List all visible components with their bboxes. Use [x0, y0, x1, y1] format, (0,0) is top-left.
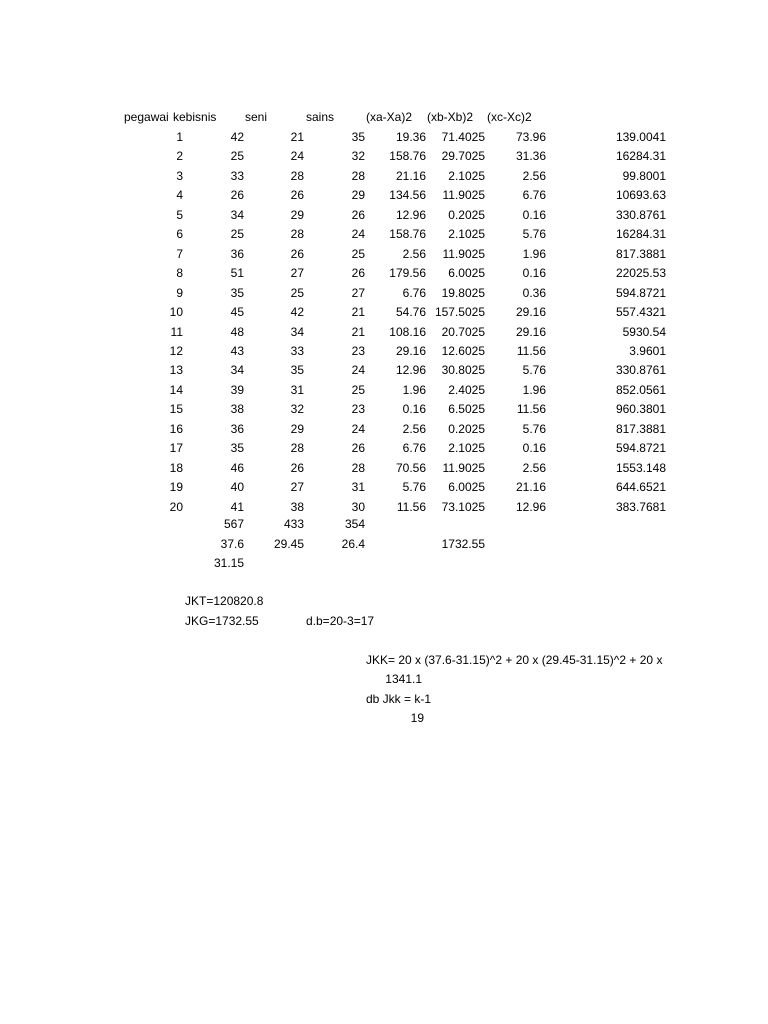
cell-product: 330.8761 — [615, 207, 666, 222]
cell-xb-sq: 0.2025 — [448, 207, 485, 222]
cell-kebisnis: 33 — [230, 168, 244, 183]
cell-xc-sq: 6.76 — [522, 188, 546, 203]
cell-kebisnis: 48 — [230, 324, 244, 339]
cell-kebisnis: 34 — [230, 207, 244, 222]
cell-sains: 28 — [351, 460, 365, 475]
header-pegawai: pegawai — [124, 110, 169, 124]
cell-xa-sq: 11.56 — [396, 499, 426, 514]
cell-seni: 38 — [290, 499, 304, 514]
sum-kebisnis: 567 — [223, 517, 244, 531]
mean-kebisnis: 37.6 — [220, 537, 244, 551]
header-xa-sq: (xa-Xa)2 — [366, 110, 413, 124]
cell-product: 5930.54 — [622, 324, 666, 339]
cell-kebisnis: 43 — [230, 343, 244, 358]
cell-kebisnis: 42 — [230, 130, 244, 144]
cell-seni: 28 — [290, 441, 304, 456]
cell-xb-sq: 6.5025 — [448, 402, 485, 417]
jkk-formula: JKK= 20 x (37.6-31.15)^2 + 20 x (29.45-31.15)^2 + 20 x — [366, 653, 663, 667]
cell-product: 16284.31 — [615, 227, 666, 242]
cell-xa-sq: 6.76 — [402, 285, 426, 300]
cell-pegawai: 7 — [176, 246, 183, 261]
cell-xb-sq: 73.1025 — [441, 499, 485, 514]
cell-kebisnis: 25 — [230, 149, 244, 164]
cell-pegawai: 9 — [176, 285, 183, 300]
cell-pegawai: 15 — [169, 402, 183, 417]
cell-xa-sq: 12.96 — [395, 207, 426, 222]
cell-product: 22025.53 — [615, 266, 666, 281]
cell-seni: 28 — [290, 168, 304, 183]
cell-kebisnis: 36 — [230, 246, 244, 261]
cell-product: 3.9601 — [629, 343, 666, 358]
cell-xc-sq: 1.96 — [522, 246, 546, 261]
cell-seni: 33 — [290, 343, 304, 358]
cell-seni: 26 — [290, 246, 304, 261]
cell-seni: 21 — [290, 130, 304, 144]
cell-pegawai: 13 — [169, 363, 183, 378]
cell-seni: 24 — [290, 149, 304, 164]
cell-pegawai: 10 — [169, 305, 183, 320]
cell-xb-sq: 11.9025 — [442, 188, 485, 203]
cell-seni: 29 — [290, 207, 304, 222]
cell-kebisnis: 38 — [230, 402, 244, 417]
jkg-note: JKG=1732.55 — [185, 614, 259, 628]
cell-xa-sq: 179.56 — [389, 266, 426, 281]
cell-kebisnis: 36 — [230, 421, 244, 436]
cell-product: 10693.63 — [615, 188, 666, 203]
cell-xb-sq: 11.9025 — [442, 460, 485, 475]
cell-pegawai: 2 — [176, 149, 183, 164]
cell-kebisnis: 40 — [230, 480, 244, 495]
cell-xb-sq: 19.8025 — [441, 285, 485, 300]
cell-xc-sq: 31.36 — [515, 149, 546, 164]
cell-xc-sq: 29.16 — [515, 324, 546, 339]
cell-sains: 26 — [351, 266, 365, 281]
cell-kebisnis: 51 — [230, 266, 244, 281]
cell-xa-sq: 19.36 — [395, 130, 426, 144]
cell-xb-sq: 6.0025 — [448, 480, 485, 495]
cell-pegawai: 6 — [176, 227, 183, 242]
header-seni: seni — [245, 110, 268, 124]
cell-xc-sq: 11.56 — [516, 343, 546, 358]
cell-xb-sq: 20.7025 — [441, 324, 485, 339]
cell-sains: 24 — [351, 421, 365, 436]
jkk-value: 1341.1 — [385, 672, 422, 686]
cell-pegawai: 16 — [169, 421, 183, 436]
cell-seni: 31 — [290, 382, 304, 397]
header-kebisnis: kebisnis — [173, 110, 217, 124]
cell-sains: 26 — [351, 207, 365, 222]
cell-xa-sq: 0.16 — [402, 402, 426, 417]
cell-xa-sq: 158.76 — [389, 149, 426, 164]
cell-sains: 27 — [351, 285, 365, 300]
cell-xc-sq: 21.16 — [515, 480, 546, 495]
cell-sains: 23 — [351, 343, 365, 358]
cell-xb-sq: 157.5025 — [434, 305, 485, 320]
cell-xc-sq: 2.56 — [522, 460, 546, 475]
cell-xc-sq: 2.56 — [522, 168, 546, 183]
cell-sains: 25 — [351, 246, 365, 261]
cell-product: 16284.31 — [615, 149, 666, 164]
cell-product: 817.3881 — [615, 421, 666, 436]
header-sains: sains — [306, 110, 335, 124]
cell-seni: 42 — [290, 305, 304, 320]
cell-sains: 21 — [351, 305, 365, 320]
cell-product: 594.8721 — [615, 441, 666, 456]
cell-pegawai: 20 — [169, 499, 183, 514]
cell-xc-sq: 11.56 — [516, 402, 546, 417]
cell-xb-sq: 11.9025 — [442, 246, 485, 261]
cell-pegawai: 19 — [169, 480, 183, 495]
cell-xc-sq: 5.76 — [522, 227, 546, 242]
cell-seni: 26 — [290, 460, 304, 475]
cell-xa-sq: 6.76 — [402, 441, 426, 456]
cell-kebisnis: 46 — [230, 460, 244, 475]
cell-xb-sq: 6.0025 — [448, 266, 485, 281]
cell-xb-sq: 0.2025 — [448, 421, 485, 436]
cell-sains: 23 — [351, 402, 365, 417]
jkg-cell: 1732.55 — [441, 537, 485, 551]
grand-mean: 31.15 — [213, 556, 244, 570]
cell-xa-sq: 2.56 — [402, 246, 426, 261]
cell-xb-sq: 29.7025 — [441, 149, 485, 164]
jkk-formula-cell — [366, 651, 668, 671]
cell-kebisnis: 26 — [230, 188, 244, 203]
db-note: d.b=20-3=17 — [306, 614, 375, 628]
cell-xa-sq: 29.16 — [395, 343, 426, 358]
cell-sains: 30 — [351, 499, 365, 514]
cell-xc-sq: 12.96 — [515, 499, 546, 514]
cell-kebisnis: 39 — [230, 382, 244, 397]
cell-pegawai: 5 — [176, 207, 183, 222]
cell-seni: 35 — [290, 363, 304, 378]
cell-sains: 28 — [351, 168, 365, 183]
cell-xc-sq: 1.96 — [522, 382, 546, 397]
cell-pegawai: 4 — [176, 188, 183, 203]
mean-seni: 29.45 — [273, 537, 304, 551]
cell-xb-sq: 71.4025 — [441, 130, 485, 144]
cell-seni: 25 — [290, 285, 304, 300]
cell-sains: 26 — [351, 441, 365, 456]
cell-kebisnis: 35 — [230, 441, 244, 456]
cell-sains: 25 — [351, 382, 365, 397]
cell-product: 960.3801 — [615, 402, 666, 417]
jkt-note: JKT=120820.8 — [185, 594, 264, 608]
cell-pegawai: 3 — [176, 168, 183, 183]
cell-kebisnis: 41 — [230, 499, 244, 514]
cell-xc-sq: 0.16 — [522, 441, 546, 456]
cell-pegawai: 11 — [170, 324, 183, 339]
cell-seni: 29 — [290, 421, 304, 436]
sum-seni: 433 — [283, 517, 304, 531]
cell-xa-sq: 70.56 — [395, 460, 426, 475]
cell-xc-sq: 5.76 — [522, 421, 546, 436]
cell-seni: 27 — [290, 480, 304, 495]
cell-xb-sq: 12.6025 — [441, 343, 485, 358]
cell-xb-sq: 30.8025 — [441, 363, 485, 378]
cell-product: 139.0041 — [615, 130, 666, 144]
cell-xa-sq: 1.96 — [402, 382, 426, 397]
cell-pegawai: 12 — [169, 343, 183, 358]
cell-xc-sq: 0.16 — [522, 207, 546, 222]
cell-xa-sq: 134.56 — [389, 188, 426, 203]
cell-sains: 29 — [351, 188, 365, 203]
cell-seni: 27 — [290, 266, 304, 281]
cell-xa-sq: 12.96 — [395, 363, 426, 378]
cell-pegawai: 18 — [169, 460, 183, 475]
cell-seni: 34 — [290, 324, 304, 339]
cell-xc-sq: 5.76 — [522, 363, 546, 378]
cell-xc-sq: 73.96 — [515, 130, 546, 144]
cell-product: 852.0561 — [615, 382, 666, 397]
cell-seni: 28 — [290, 227, 304, 242]
cell-product: 1553.148 — [615, 460, 666, 475]
cell-sains: 24 — [351, 363, 365, 378]
cell-seni: 26 — [290, 188, 304, 203]
cell-product: 644.6521 — [615, 480, 666, 495]
cell-sains: 32 — [351, 149, 365, 164]
cell-xb-sq: 2.1025 — [448, 441, 485, 456]
cell-kebisnis: 35 — [230, 285, 244, 300]
cell-pegawai: 14 — [169, 382, 183, 397]
cell-xa-sq: 21.16 — [395, 168, 426, 183]
cell-xa-sq: 158.76 — [389, 227, 426, 242]
cell-xa-sq: 108.16 — [389, 324, 426, 339]
cell-kebisnis: 45 — [230, 305, 244, 320]
cell-kebisnis: 34 — [230, 363, 244, 378]
cell-xa-sq: 54.76 — [395, 305, 426, 320]
cell-product: 557.4321 — [615, 305, 666, 320]
cell-xa-sq: 2.56 — [402, 421, 426, 436]
mean-sains: 26.4 — [341, 537, 365, 551]
cell-pegawai: 17 — [169, 441, 183, 456]
cell-product: 99.8001 — [622, 168, 666, 183]
db-jkk-note: db Jkk = k-1 — [366, 692, 432, 706]
cell-product: 383.7681 — [615, 499, 666, 514]
cell-sains: 24 — [351, 227, 365, 242]
cell-xc-sq: 29.16 — [515, 305, 546, 320]
cell-seni: 32 — [290, 402, 304, 417]
cell-xb-sq: 2.1025 — [448, 227, 485, 242]
cell-sains: 35 — [351, 130, 365, 144]
cell-pegawai: 8 — [176, 266, 183, 281]
cell-kebisnis: 25 — [230, 227, 244, 242]
cell-product: 330.8761 — [615, 363, 666, 378]
cell-xc-sq: 0.16 — [522, 266, 546, 281]
cell-pegawai: 1 — [176, 130, 183, 144]
cell-product: 817.3881 — [615, 246, 666, 261]
cell-xb-sq: 2.1025 — [448, 168, 485, 183]
header-xc-sq: (xc-Xc)2 — [487, 110, 532, 124]
cell-sains: 31 — [351, 480, 365, 495]
header-xb-sq: (xb-Xb)2 — [427, 110, 474, 124]
cell-product: 594.8721 — [615, 285, 666, 300]
cell-xa-sq: 5.76 — [402, 480, 426, 495]
cell-xc-sq: 0.36 — [522, 285, 546, 300]
sum-sains: 354 — [344, 517, 365, 531]
db-jkk-value: 19 — [410, 711, 424, 725]
cell-sains: 21 — [351, 324, 365, 339]
cell-xb-sq: 2.4025 — [448, 382, 485, 397]
